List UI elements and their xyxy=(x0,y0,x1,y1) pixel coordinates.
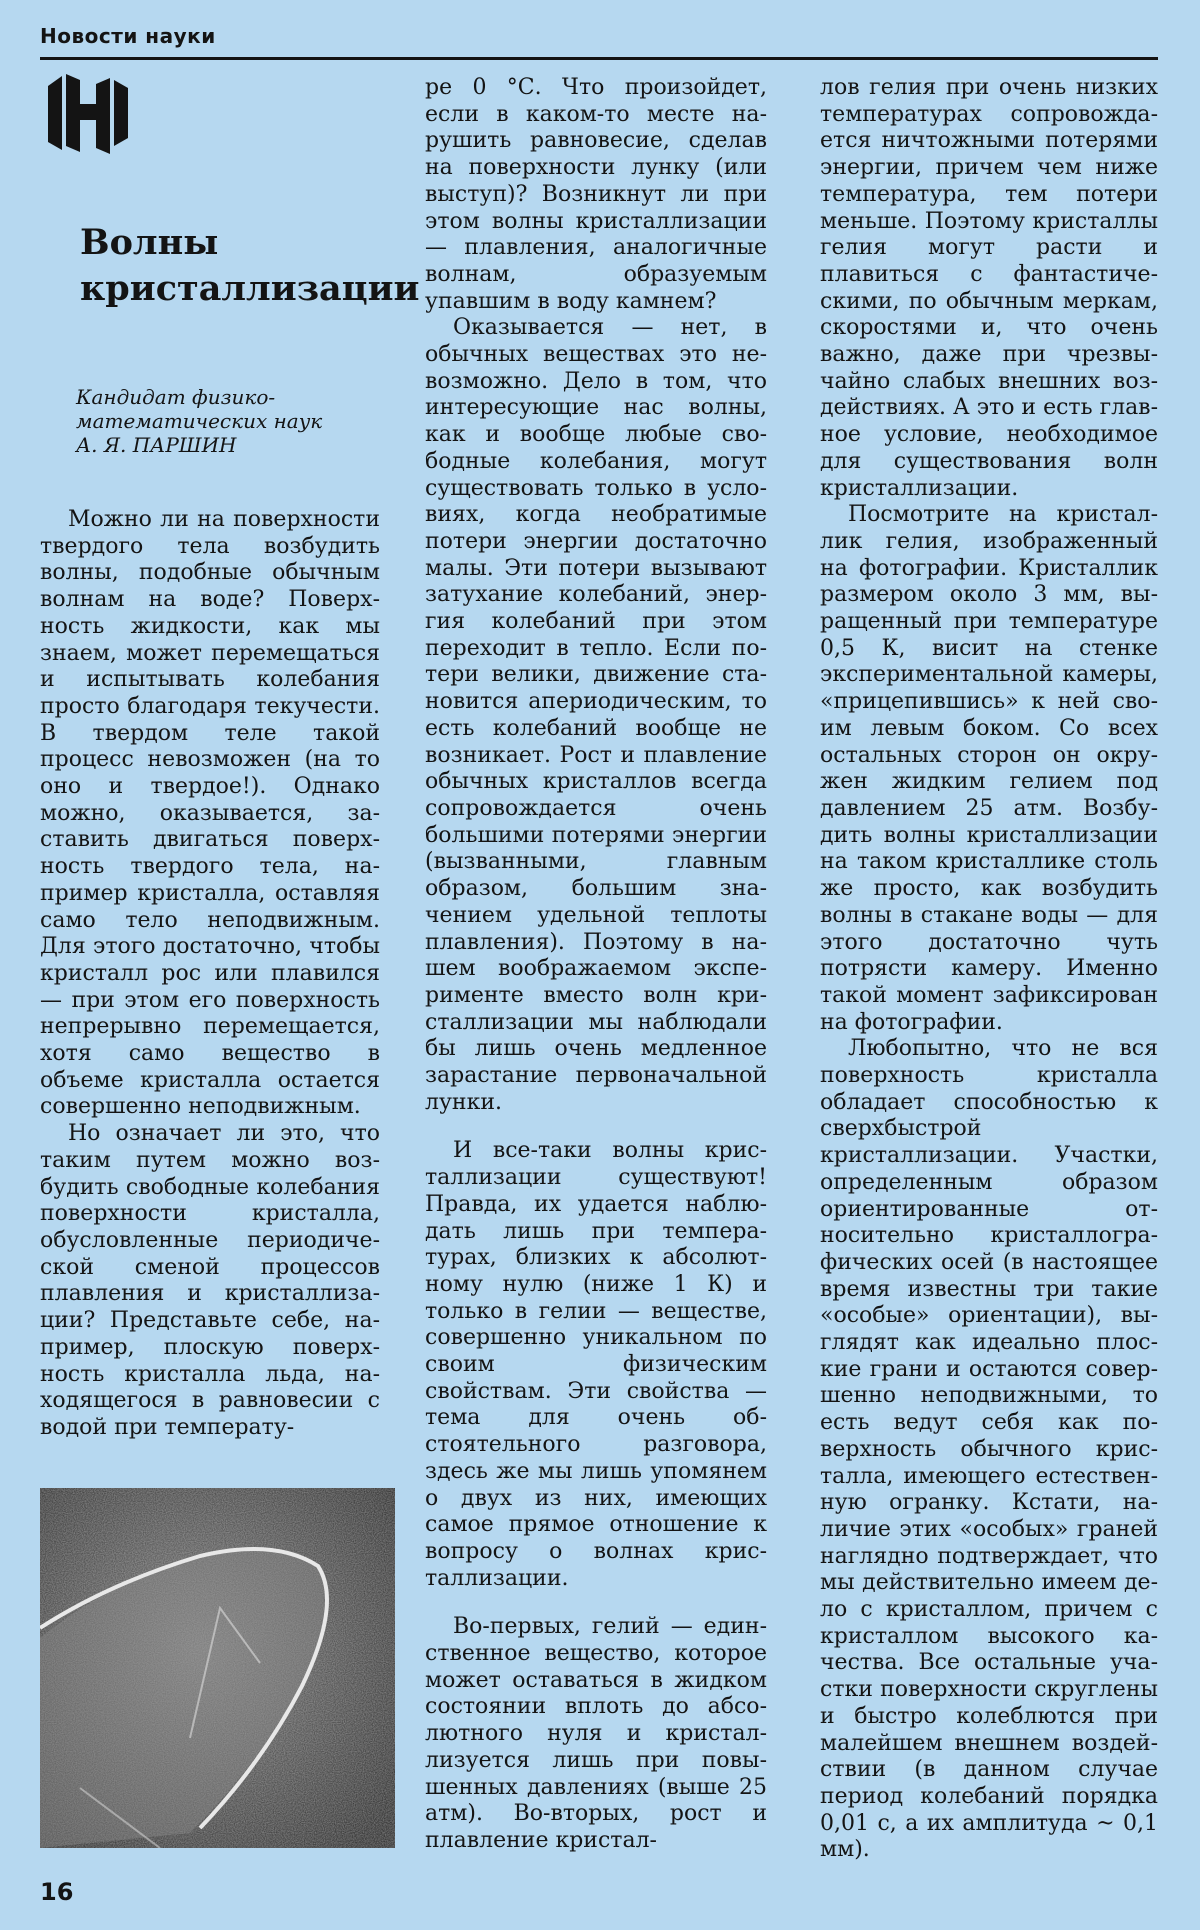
section-header: Новости науки xyxy=(40,24,216,48)
paragraph: И все-таки волны кристаллизации существуют! Правда, их удается наблюдать лишь при температурах, близких к абсолютному нулю (ниже 1 К) и только в гелии — веществе, совершенно уникальном по своим физическим свойствам. Эти свойства — тема для очень обстоятельного разговора, здесь же мы лишь упомянем о двух из них, имеющих самое прямое отношение к вопросу о волнах кристаллизации. xyxy=(425,1138,767,1591)
article-title: Волны кристаллизации xyxy=(80,222,420,309)
page-number: 16 xyxy=(40,1878,74,1906)
text-column-1 xyxy=(40,507,380,1442)
paragraph: Во-первых, гелий — единственное вещество, которое может оставаться в жидком состоянии вплоть до абсолютного нуля и кристаллизуется лишь при повышенных давлениях (выше 25 атм). Во-вторых, рост и плавление кристал- xyxy=(425,1614,767,1853)
paragraph: лов гелия при очень низких температурах сопровождается ничтожными потерями энергии, причем чем ниже температура, тем потери меньше. Поэтому кристаллы гелия могут расти и плавиться с фантастическими, по обычным меркам, скоростями и, что очень важно, даже при чрезвычайно слабых внешних воздействиях. А это и есть главное условие, необходимое для существования волн кристаллизации. xyxy=(820,75,1159,501)
paragraph: Но означает ли это, что таким путем можно возбудить свободные колебания поверхности кристалла, обусловленные периодической сменой процессов плавления и кристаллизации? Представьте себе, например, плоскую поверхность кристалла льда, находящегося в равновесии с водой при температу- xyxy=(40,1121,380,1440)
paragraph: Посмотрите на кристаллик гелия, изображенный на фотографии. Кристаллик размером около 3 мм, выращенный при температуре 0,5 К, висит на стенке экспериментальной камеры, «прицепившись» к ней своим левым боком. Со всех остальных сторон он окружен жидким гелием под давлением 25 атм. Возбудить волны кристаллизации на таком кристаллике столь же просто, как возбудить волны в стакане воды — для этого достаточно чуть потрясти камеру. Именно такой момент зафиксирован на фотографии. xyxy=(820,502,1158,1035)
helium-crystal-photo xyxy=(40,1488,395,1848)
author-degree-line1: Кандидат физико- xyxy=(76,385,276,409)
paragraph: ре 0 °С. Что произойдет, если в каком-то месте нарушить равновесие, сделав на поверхности лунку (или выступ)? Возникнут ли при этом волны кристаллизации — плавления, аналогичные волнам, образуемым упавшим в воду камнем? xyxy=(425,75,767,314)
paragraph: Любопытно, что не вся поверхность кристалла обладает способностью к сверхбыстрой кристаллизации. Участки, определенным образом ориентированные относительно кристаллографических осей (в настоящее время известны три такие «особые» ориентации), выглядят как идеально плоские грани и остаются совершенно неподвижными, то есть ведут себя как поверхность обычного кристалла, имеющего естественную огранку. Кстати, наличие этих «особых» граней наглядно подтверждает, что мы действительно имеем дело с кристаллом, причем с кристаллом высокого качества. Все остальные участки поверхности скруглены и быстро колеблются при малейшем внешнем воздействии (в данном случае период колебаний порядка 0,01 с, а их амплитуда ~ 0,1 мм). xyxy=(820,1036,1158,1863)
header-rule xyxy=(40,57,1158,60)
text-column-3 xyxy=(820,75,1158,1864)
author-byline xyxy=(76,385,376,457)
news-logo-icon xyxy=(44,74,132,154)
paragraph: Оказывается — нет, в обычных веществах это невозможно. Дело в том, что интересующие нас волны, как и вообще любые свободные колебания, могут существовать только в условиях, когда необратимые потери энергии достаточно малы. Эти потери вызывают затухание колебаний, энергия колебаний при этом переходит в тепло. Если потери велики, движение становится апериодическим, то есть колебаний вообще не возникает. Рост и плавление обычных кристаллов всегда сопровождается очень большими потерями энергии (вызванными, главным образом, большим значением удельной теплоты плавления). Поэтому в нашем воображаемом эксперименте вместо волн кристаллизации мы наблюдали бы лишь очень медленное зарастание первоначальной лунки. xyxy=(425,315,767,1115)
text-column-2 xyxy=(425,75,767,1855)
author-degree-line2: математических наук xyxy=(76,409,323,433)
author-name: А. Я. ПАРШИН xyxy=(76,433,237,457)
paragraph: Можно ли на поверхности твердого тела возбудить волны, подобные обычным волнам на воде? Поверхность жидкости, как мы знаем, может перемещаться и испытывать колебания просто благодаря текучести. В твердом теле такой процесс невозможен (на то оно и твердое!). Однако можно, оказывается, заставить двигаться поверхность твердого тела, например кристалла, оставляя само тело неподвижным. Для этого достаточно, чтобы кристалл рос или плавился — при этом его поверхность непрерывно перемещается, хотя само вещество в объеме кристалла остается совершенно неподвижным. xyxy=(40,507,380,1120)
